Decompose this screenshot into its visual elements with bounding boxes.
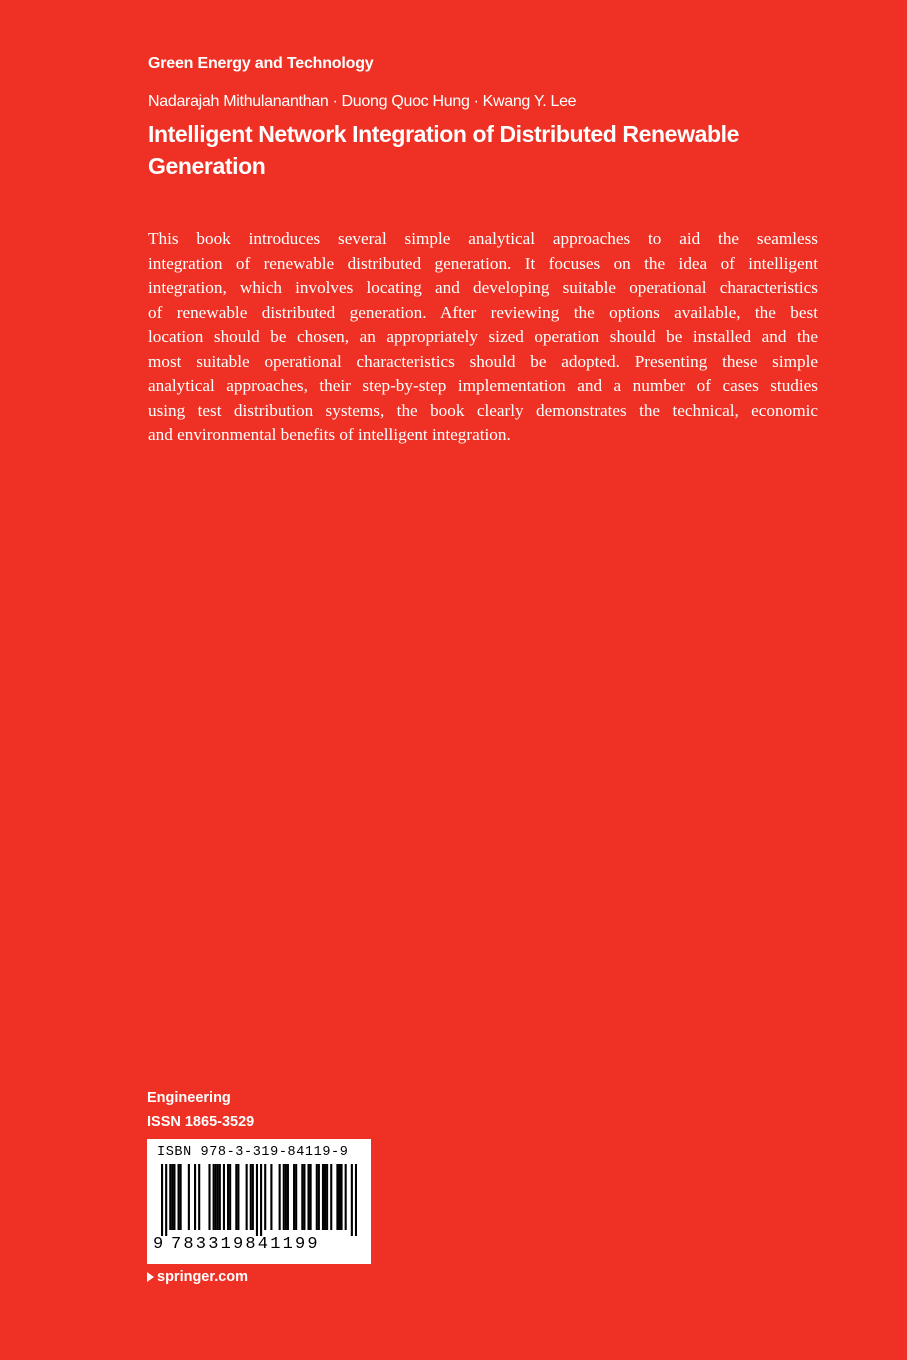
barcode-bar <box>161 1164 163 1236</box>
description-line: analytical approaches, their step-by-step implementation and a number of cases studies <box>148 376 818 395</box>
barcode-bar <box>194 1164 196 1230</box>
barcode-bar <box>310 1164 312 1230</box>
author-separator: · <box>473 93 479 110</box>
barcode-bar <box>330 1164 332 1230</box>
barcode-bar <box>301 1164 303 1230</box>
barcode-bar <box>324 1164 326 1230</box>
barcode-bar <box>180 1164 182 1230</box>
triangle-arrow-icon <box>147 1272 154 1282</box>
barcode-bar <box>237 1164 239 1230</box>
author-name: Nadarajah Mithulananthan <box>148 93 329 110</box>
publisher-link-text[interactable]: springer.com <box>157 1269 249 1285</box>
barcode-bar <box>171 1164 173 1230</box>
book-title-line: Generation <box>148 153 266 179</box>
barcode-bar <box>264 1164 266 1230</box>
barcode-bar <box>351 1164 353 1236</box>
book-title-line: Intelligent Network Integration of Distributed Renewable <box>148 121 739 147</box>
author-name: Duong Quoc Hung <box>341 93 470 110</box>
barcode-bar <box>318 1164 320 1230</box>
barcode-bar <box>219 1164 221 1230</box>
barcode-bar <box>223 1164 225 1230</box>
description-line: This book introduces several simple analytical approaches to aid the seamless <box>148 229 818 248</box>
barcode-bar <box>217 1164 219 1230</box>
barcode-bar <box>252 1164 254 1230</box>
barcode-bar <box>322 1164 324 1230</box>
barcode-bar <box>285 1164 287 1230</box>
isbn-text: ISBN 978-3-319-84119-9 <box>157 1145 349 1160</box>
subject-category: Engineering <box>147 1090 231 1106</box>
barcode-bar <box>303 1164 305 1230</box>
barcode-bar <box>215 1164 217 1230</box>
barcode-bar <box>287 1164 289 1230</box>
issn-number: ISSN 1865-3529 <box>147 1114 255 1130</box>
barcode-bar <box>355 1164 357 1236</box>
barcode-bar <box>283 1164 285 1230</box>
barcode-bar <box>336 1164 338 1230</box>
publisher-link[interactable] <box>147 1269 248 1285</box>
barcode-bar <box>307 1164 309 1230</box>
book-description <box>148 227 818 448</box>
barcode-bar <box>250 1164 252 1230</box>
barcode-bar <box>246 1164 248 1230</box>
barcode-bar <box>295 1164 297 1230</box>
barcode-bar <box>316 1164 318 1230</box>
barcode-bar <box>260 1164 262 1236</box>
barcode-bar <box>213 1164 215 1230</box>
ean-first-digit: 9 <box>153 1235 164 1254</box>
barcode-bar <box>235 1164 237 1230</box>
barcode-bar <box>340 1164 342 1230</box>
barcode-bar <box>229 1164 231 1230</box>
isbn-barcode <box>147 1139 371 1264</box>
barcode-bar <box>169 1164 171 1230</box>
barcode-bar <box>173 1164 175 1230</box>
barcode-bar <box>270 1164 272 1230</box>
barcode-bar <box>208 1164 210 1230</box>
barcode-bars <box>161 1164 357 1236</box>
author-separator: · <box>332 93 338 110</box>
description-line: of renewable distributed generation. After reviewing the options available, the best <box>148 302 818 322</box>
barcode-bar <box>279 1164 281 1230</box>
description-line: and environmental benefits of intelligent integration. <box>148 425 511 444</box>
ean-digits: 783319841199 <box>171 1235 320 1254</box>
barcode-bar <box>188 1164 190 1230</box>
barcode-bar <box>345 1164 347 1230</box>
description-line: using test distribution systems, the book clearly demonstrates the technical, economic <box>148 400 818 420</box>
barcode-bar <box>293 1164 295 1230</box>
description-line: integration of renewable distributed generation. It focuses on the idea of intelligent <box>148 253 818 273</box>
barcode-bar <box>198 1164 200 1230</box>
description-line: location should be chosen, an appropriately sized operation should be installed and the <box>148 327 818 346</box>
barcode-bar <box>326 1164 328 1230</box>
author-name: Kwang Y. Lee <box>482 93 577 110</box>
book-title <box>148 118 828 182</box>
barcode-bar <box>256 1164 258 1236</box>
barcode-bar <box>227 1164 229 1230</box>
series-name: Green Energy and Technology <box>148 55 374 72</box>
barcode-bar <box>165 1164 167 1236</box>
description-line: integration, which involves locating and developing suitable operational characteristics <box>148 278 818 297</box>
barcode-bar <box>338 1164 340 1230</box>
author-list <box>148 93 576 111</box>
description-line: most suitable operational characteristics should be adopted. Presenting these simple <box>148 351 818 371</box>
barcode-bar <box>178 1164 180 1230</box>
